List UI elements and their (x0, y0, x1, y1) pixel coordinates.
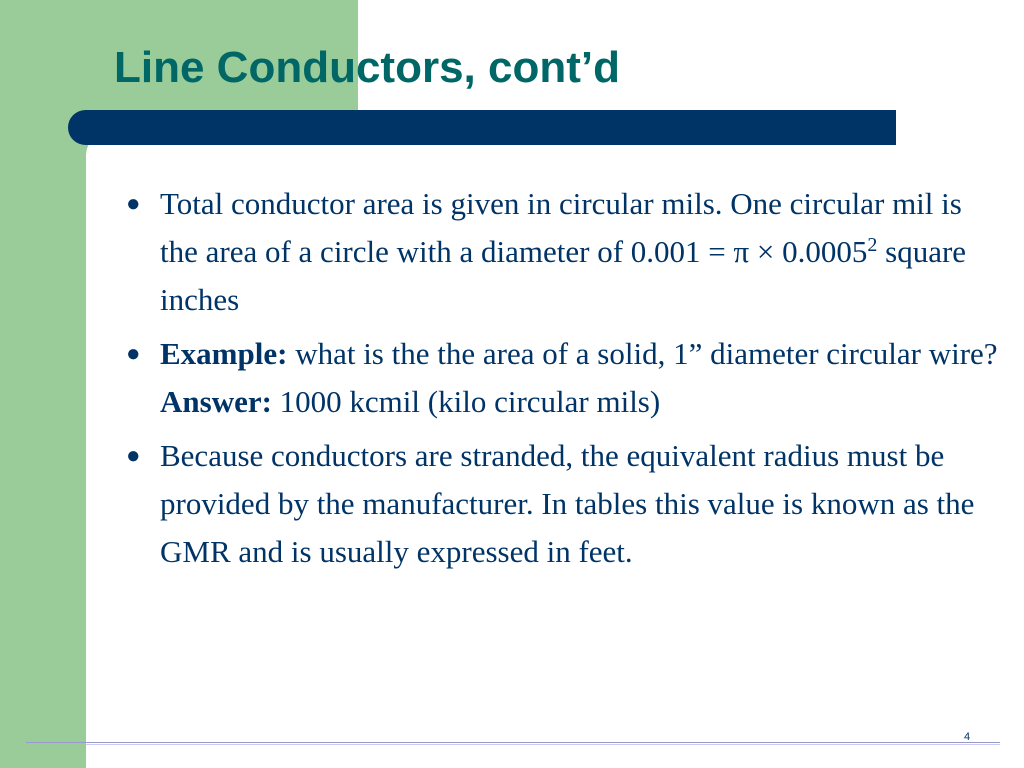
answer-text: 1000 kcmil (kilo circular mils) (271, 384, 661, 419)
example-label: Example: (160, 336, 288, 371)
bullet-1-text: Total conductor area is given in circular mils. One circular mil is the area of a circle with a diameter of 0.001 = π × 0.0005 (160, 186, 962, 269)
slide-title: Line Conductors, cont’d (114, 43, 620, 92)
bullet-text (160, 180, 1002, 324)
footer-divider-secondary (86, 744, 1000, 745)
exponent: 2 (867, 234, 878, 256)
bullet-dot-icon: ● (126, 341, 141, 367)
footer-divider (26, 742, 1000, 743)
example-question: what is the the area of a solid, 1” diameter circular wire? (287, 336, 998, 371)
bullet-3-text: Because conductors are stranded, the equivalent radius must be provided by the manufacturer. In tables this value is known as the GMR and is usually expressed in feet. (160, 438, 975, 569)
bullet-1-units: square inches (160, 234, 967, 317)
title-underline-bar (68, 110, 896, 145)
bullet-item (122, 180, 1002, 324)
bullet-text (160, 330, 1002, 426)
bullet-list (122, 180, 1002, 582)
answer-label: Answer: (160, 384, 272, 419)
bullet-item (122, 330, 1002, 426)
bullet-item (122, 432, 1002, 576)
page-number: 4 (964, 731, 971, 743)
bullet-dot-icon: ● (126, 191, 141, 217)
bullet-dot-icon: ● (126, 443, 141, 469)
